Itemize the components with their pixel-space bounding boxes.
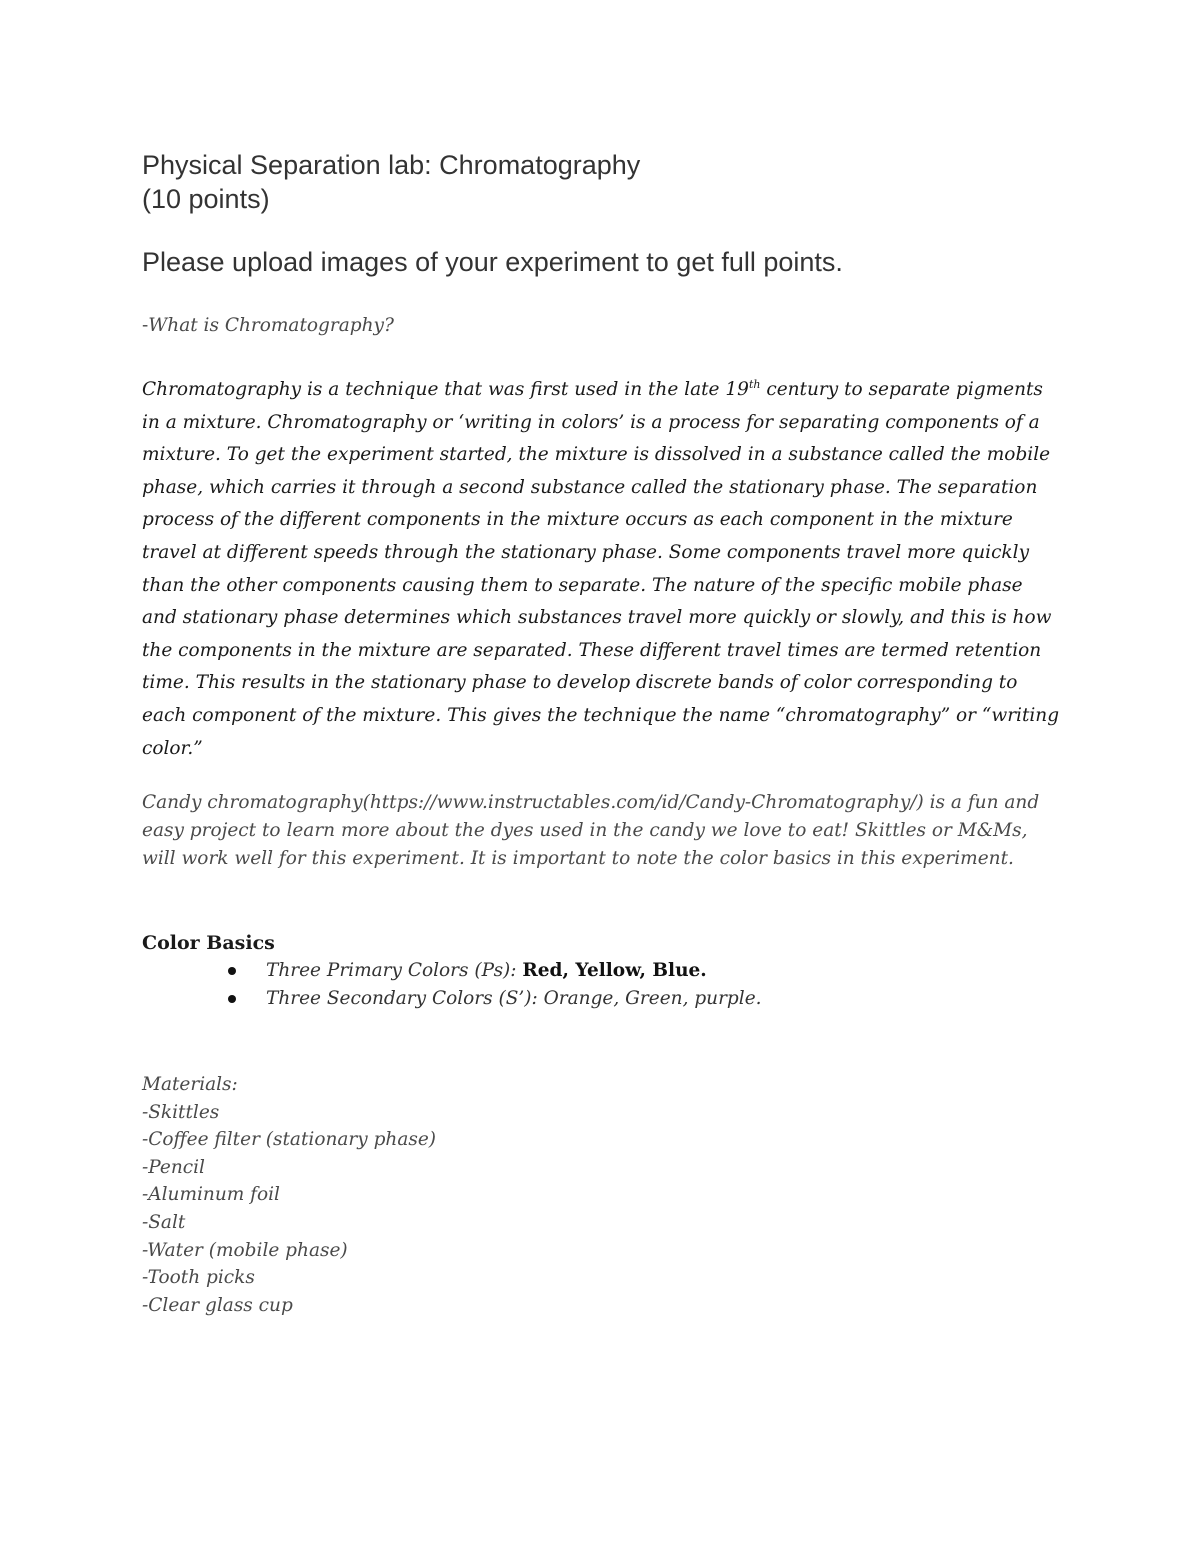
question-dash: - bbox=[142, 315, 149, 336]
list-item: -Tooth picks bbox=[142, 1267, 255, 1289]
list-item-primary bbox=[226, 957, 762, 985]
question-heading bbox=[142, 312, 394, 340]
list-item: -Pencil bbox=[142, 1156, 205, 1178]
list-item: -Aluminum foil bbox=[142, 1184, 280, 1206]
question-text: What is Chromatography? bbox=[148, 315, 394, 336]
title-line-2: (10 points) bbox=[142, 184, 270, 214]
materials-list bbox=[142, 1071, 436, 1319]
list-item: -Skittles bbox=[142, 1101, 220, 1123]
color-basics-heading: Color Basics bbox=[142, 932, 275, 954]
bullet-icon bbox=[228, 967, 236, 975]
page-title bbox=[142, 148, 640, 216]
candy-chromatography-paragraph: Candy chromatography(https://www.instructables.com/id/Candy-Chromatography/) is a fun and easy project to learn more about the dyes used in the candy we love to eat! Skittles or M&Ms, will work well for this experiment. It is important to note the color basics in this experiment. bbox=[142, 792, 1040, 869]
primary-colors: Red, Yellow, Blue. bbox=[522, 960, 707, 981]
description-part-1: Chromatography is a technique that was first used in the late 19 bbox=[142, 379, 749, 400]
color-basics-list bbox=[226, 957, 762, 1013]
title-line-1: Physical Separation lab: Chromatography bbox=[142, 150, 641, 180]
description-part-2: century to separate pigments in a mixture. Chromatography or ‘writing in colors’ is a process for separating components of a mixture. To get the experiment started, the mixture is dissolved in a substance called the mobile phase, which carries it through a second substance called the stationary phase. The separation process of the different components in the mixture occurs as each component in the mixture travel at different speeds through the stationary phase. Some components travel more quickly than the other components causing them to separate. The nature of the specific mobile phase and stationary phase determines which substances travel more quickly or slowly, and this is how the components in the mixture are separated. These different travel times are termed retention time. This results in the stationary phase to develop discrete bands of color corresponding to each component of the mixture. This gives the technique the name “chromatography” or “writing color.” bbox=[142, 379, 1060, 759]
primary-label: Three Primary Colors (Ps): bbox=[266, 960, 523, 981]
list-item-secondary bbox=[226, 985, 762, 1013]
materials-heading: Materials: bbox=[142, 1074, 238, 1095]
bullet-icon bbox=[228, 995, 236, 1003]
upload-instruction: Please upload images of your experiment to get full points. bbox=[142, 247, 843, 277]
list-item: -Clear glass cup bbox=[142, 1294, 293, 1316]
list-item: -Salt bbox=[142, 1211, 186, 1233]
list-item: -Coffee filter (stationary phase) bbox=[142, 1129, 437, 1151]
list-item: -Water (mobile phase) bbox=[142, 1239, 348, 1261]
secondary-label: Three Secondary Colors (S’): Orange, Green, purple. bbox=[266, 988, 762, 1009]
description-superscript: th bbox=[748, 377, 761, 391]
chromatography-description bbox=[142, 374, 1060, 765]
